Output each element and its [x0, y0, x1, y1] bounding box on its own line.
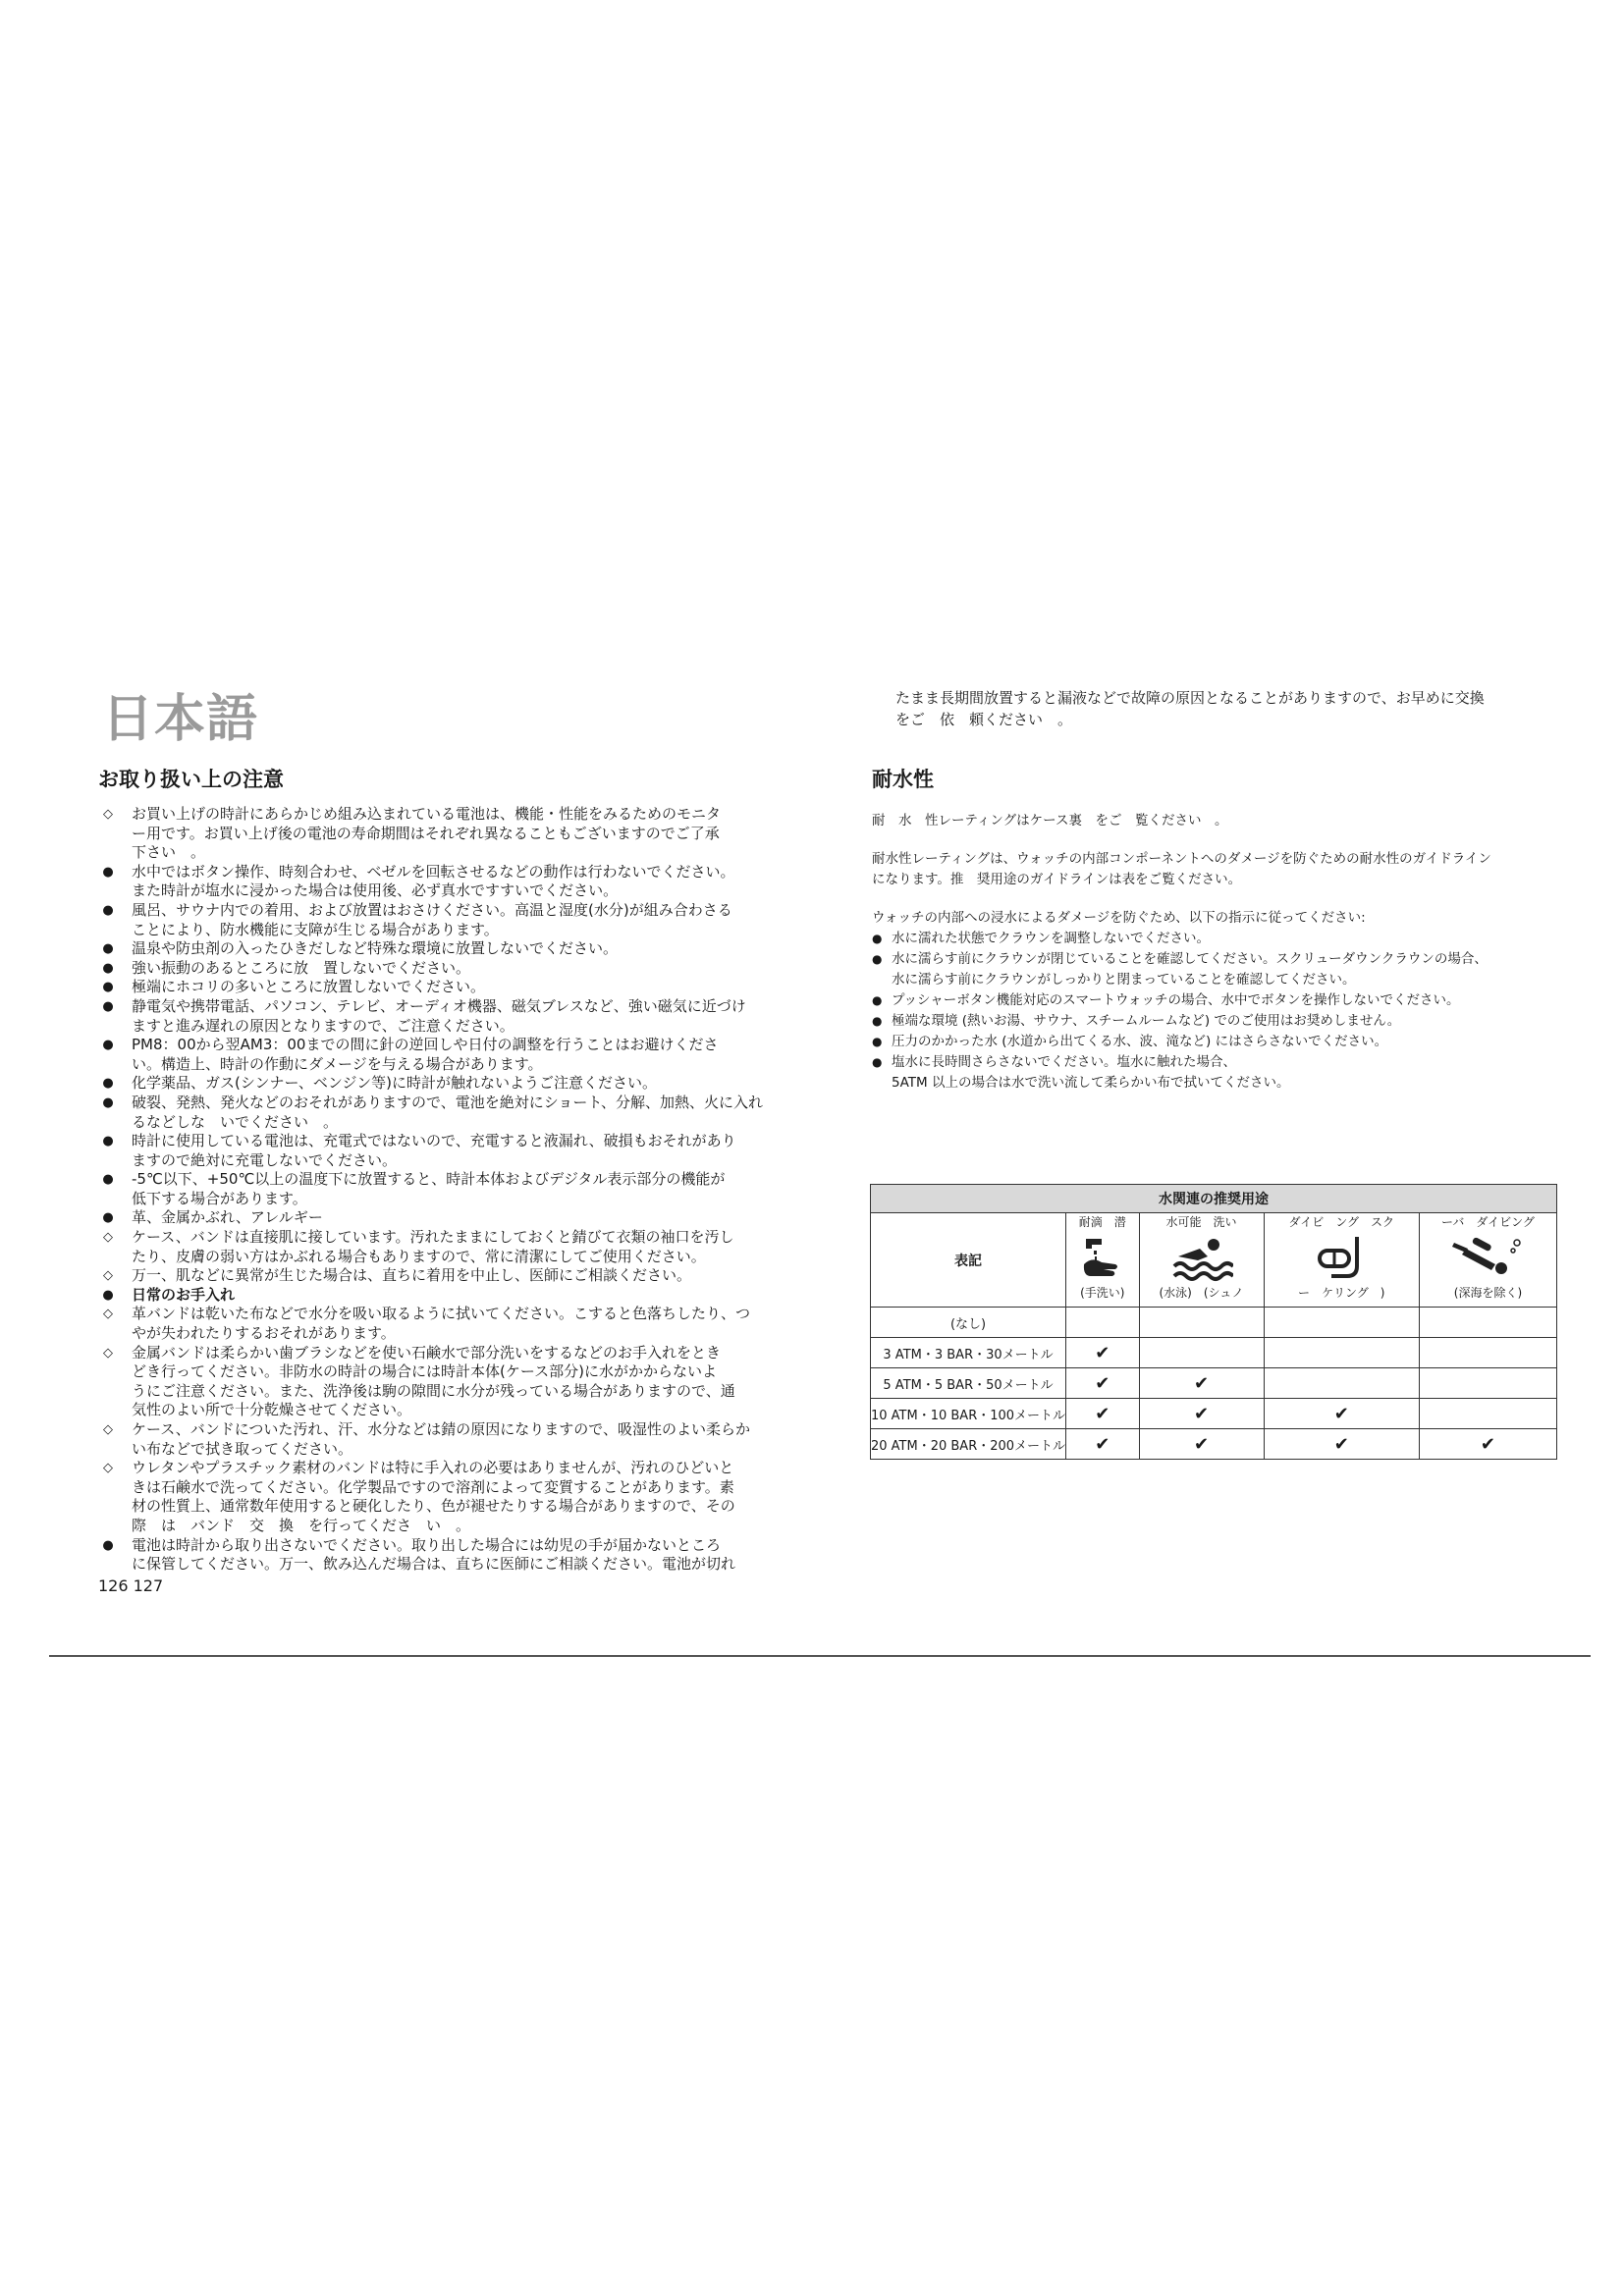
handling-precautions-heading: お取り扱い上の注意: [98, 768, 284, 791]
precaution-text: [132, 1208, 864, 1228]
activity-condition: (水泳) (シュノ: [1159, 1286, 1244, 1300]
empty-cell: [1139, 1338, 1264, 1368]
precaution-item: [98, 1286, 864, 1306]
text-line: PM8：00から翌AM3：00までの間に針の逆回しや日付の調整を行うことはお避けくださ: [132, 1036, 719, 1054]
page-numbers: 126 127: [98, 1575, 164, 1595]
activity-column-header: [1066, 1213, 1139, 1308]
text-line: お買い上げの時計にあらかじめ組み込まれている電池は、機能・性能をみるためのモニタ: [132, 805, 722, 823]
check-mark-icon: ✔: [1139, 1399, 1264, 1429]
bullet-icon: ●: [102, 1287, 114, 1303]
precaution-text: [132, 978, 864, 997]
text-line: 極端な環境 (熱いお湯、サウナ、スチームルームなど) でのご使用はお奨めしません。: [892, 1013, 1401, 1029]
text-line: 万一、肌などに異常が生じた場合は、直ちに着用を中止し、医師にご相談ください。: [132, 1266, 692, 1285]
text-line: 電池は時計から取り出さないでください。取り出した場合には幼児の手が届かないところ: [132, 1535, 722, 1554]
empty-cell: [1264, 1308, 1419, 1338]
water-use-table-title: 水関連の推奨用途: [871, 1185, 1557, 1213]
instruction-item: [872, 1052, 1583, 1073]
precaution-item: [98, 1536, 864, 1575]
bullet-icon: ●: [102, 902, 114, 918]
precaution-text: [132, 805, 864, 863]
empty-cell: [1066, 1308, 1139, 1338]
precaution-item: [98, 1344, 864, 1420]
empty-cell: [1264, 1368, 1419, 1399]
text-line: るなどしな いでください 。: [132, 1112, 339, 1131]
text-line: 強い振動のあるところに放 置しないでください。: [132, 958, 471, 977]
text-line: 水に濡らす前にクラウンが閉じていることを確認してください。スクリューダウンクラウンの場合、: [892, 951, 1488, 967]
text-line: たり、皮膚の弱い方はかぶれる場合もありますので、常に清潔にしてご使用ください。: [132, 1247, 706, 1265]
text-line: 金属バンドは柔らかい歯ブラシなどを使い石鹸水で部分洗いをするなどのお手入れをとき: [132, 1343, 722, 1362]
precaution-item: [98, 1420, 864, 1459]
bullet-icon: ●: [872, 1055, 883, 1069]
text-line: ますので絶対に充電しないでください。: [132, 1150, 398, 1169]
bullet-icon: ●: [102, 1537, 114, 1553]
activity-label: 耐滴 潜: [1078, 1215, 1126, 1229]
precaution-item: [98, 978, 864, 997]
text-line: ますと進み遅れの原因となりますので、ご注意ください。: [132, 1016, 514, 1035]
page-divider: [49, 1655, 1591, 1657]
bullet-icon: ●: [102, 1076, 114, 1092]
precaution-item: [98, 939, 864, 959]
text-line: 塩水に長時間さらさないでください。塩水に触れた場合、: [892, 1054, 1236, 1070]
text-line: 革、金属かぶれ、アレルギー: [132, 1208, 323, 1227]
activity-condition: ー ケリング ): [1298, 1286, 1385, 1300]
text-line: 革バンドは乾いた布などで水分を吸い取るように拭いてください。こすると色落ちしたり、つ: [132, 1305, 751, 1323]
precaution-text: [132, 901, 864, 939]
text-line: 材の性質上、通常数年使用すると硬化したり、色が褪せたりする場合がありますので、その: [132, 1497, 735, 1516]
handling-precautions-section: [98, 764, 864, 1595]
text-line: 低下する場合があります。: [132, 1189, 307, 1207]
table-row: [871, 1429, 1557, 1460]
precautions-list: [98, 805, 864, 1575]
rating-label: 3 ATM・3 BAR・30メートル: [871, 1338, 1066, 1368]
empty-cell: [1419, 1399, 1556, 1429]
text-line: 化学薬品、ガス(シンナー、ベンジン等)に時計が触れないようご注意ください。: [132, 1074, 657, 1093]
precaution-text: [132, 1420, 864, 1459]
check-mark-icon: ✔: [1066, 1338, 1139, 1368]
bullet-icon: ●: [102, 1210, 114, 1226]
bullet-icon: ●: [102, 1134, 114, 1149]
precaution-text: [132, 1132, 864, 1170]
empty-cell: [1419, 1308, 1556, 1338]
check-mark-icon: ✔: [1066, 1399, 1139, 1429]
text-line: うにご注意ください。また、洗浄後は駒の隙間に水分が残っている場合がありますので、通: [132, 1381, 735, 1400]
rating-label: 20 ATM・20 BAR・200メートル: [871, 1429, 1066, 1460]
bullet-icon: ●: [872, 993, 883, 1007]
language-title: 日本語: [102, 690, 259, 749]
text-line: ー用です。お買い上げ後の電池の寿命期間はそれぞれ異なることもございますのでご了承: [132, 824, 720, 842]
bullet-icon: ●: [102, 941, 114, 957]
check-mark-icon: ✔: [1139, 1429, 1264, 1460]
text-line: 静電気や携帯電話、パソコン、テレビ、オーディオ機器、磁気ブレスなど、強い磁気に近づけ: [132, 996, 746, 1015]
precaution-text: [132, 997, 864, 1036]
bullet-icon: ●: [102, 1172, 114, 1188]
text-line: になります。推 奨用途のガイドラインは表をご覧ください。: [872, 872, 1242, 887]
text-line: 極端にホコリの多いところに放置しないでください。: [132, 978, 486, 996]
bullet-icon: ●: [872, 1014, 883, 1028]
text-line: 時計に使用している電池は、充電式ではないので、充電すると液漏れ、破損もおそれがあり: [132, 1132, 736, 1150]
precaution-item: [98, 1170, 864, 1208]
check-mark-icon: ✔: [1066, 1368, 1139, 1399]
rating-label: 5 ATM・5 BAR・50メートル: [871, 1368, 1066, 1399]
precaution-item: [98, 1208, 864, 1228]
text-line: ことにより、防水機能に支障が生じる場合があります。: [132, 920, 499, 938]
precaution-text: [132, 959, 864, 979]
text-line: い。構造上、時計の作動にダメージを与える場合があります。: [132, 1054, 543, 1073]
rating-note: 耐 水 性レーティングはケース裏 をご 覧ください 。: [872, 813, 1228, 828]
check-mark-icon: ✔: [1419, 1429, 1556, 1460]
precaution-text: [132, 1228, 864, 1266]
activity-column-header: [1139, 1213, 1264, 1308]
text-line: 温泉や防虫剤の入ったひきだしなど特殊な環境に放置しないでください。: [132, 939, 619, 958]
text-line: 水に濡らす前にクラウンがしっかりと閉まっていることを確認してください。: [892, 972, 1356, 988]
diamond-bullet-icon: ◇: [103, 1422, 113, 1437]
salt-water-continuation: 5ATM 以上の場合は水で洗い流して柔らかい布で拭いてください。: [892, 1075, 1290, 1091]
table-row: [871, 1308, 1557, 1338]
precaution-item: [98, 863, 864, 901]
text-line: に保管してください。万一、飲み込んだ場合は、直ちに医師にご相談ください。電池が切れ: [132, 1555, 736, 1574]
text-line: い布などで拭き取ってください。: [132, 1439, 353, 1458]
bullet-icon: ●: [872, 952, 883, 966]
water-instructions-list: [872, 929, 1583, 1073]
precaution-item: [98, 1266, 864, 1286]
text-line: 水に濡れた状態でクラウンを調整しないでください。: [892, 931, 1210, 946]
check-mark-icon: ✔: [1139, 1368, 1264, 1399]
check-mark-icon: ✔: [1066, 1429, 1139, 1460]
text-line: やが失われたりするおそれがあります。: [132, 1324, 396, 1343]
scuba-diver-icon: [1420, 1233, 1556, 1282]
activity-condition: (手洗い): [1080, 1286, 1125, 1300]
precaution-text: [132, 1536, 864, 1575]
water-use-table: [870, 1184, 1557, 1460]
precaution-item: [98, 1305, 864, 1343]
hand-wash-icon: [1066, 1233, 1138, 1282]
water-resistance-section: [872, 687, 1583, 1094]
text-line: 水中ではボタン操作、時刻合わせ、ベゼルを回転させるなどの動作は行わないでください。: [132, 862, 735, 881]
precaution-text: [132, 863, 864, 901]
text-line: 圧力のかかった水 (水道から出てくる水、波、滝など) にはさらさないでください。: [892, 1034, 1388, 1049]
precaution-item: [98, 959, 864, 979]
text-line: 気性のよい所で十分乾燥させてください。: [132, 1401, 412, 1419]
precaution-item: [98, 901, 864, 939]
text-line: どき行ってください。非防水の時計の場合には時計本体(ケース部分)に水がかからないよ: [132, 1362, 717, 1381]
check-mark-icon: ✔: [1264, 1399, 1419, 1429]
instruction-item: [872, 1032, 1583, 1052]
activity-column-header: [1419, 1213, 1556, 1308]
snorkel-icon: [1265, 1233, 1419, 1282]
diamond-bullet-icon: ◇: [103, 1307, 113, 1322]
diamond-bullet-icon: ◇: [103, 1345, 113, 1361]
text-line: 下さい 。: [132, 843, 206, 862]
activity-label: ーバ ダイビング: [1441, 1215, 1535, 1229]
swimming-icon: [1140, 1233, 1264, 1282]
activity-condition: (深海を除く): [1453, 1286, 1523, 1300]
precaution-text: [132, 1344, 864, 1420]
text-line: プッシャーボタン機能対応のスマートウォッチの場合、水中でボタンを操作しないでください。: [892, 992, 1460, 1008]
check-mark-icon: ✔: [1264, 1429, 1419, 1460]
precaution-item: [98, 997, 864, 1036]
precaution-text: [132, 1170, 864, 1208]
precaution-text: [132, 1459, 864, 1535]
instruction-item: [872, 990, 1583, 1011]
rating-label: 10 ATM・10 BAR・100メートル: [871, 1399, 1066, 1429]
precaution-item: [98, 1228, 864, 1266]
precaution-text: [132, 1286, 864, 1306]
text-line: たまま長期間放置すると漏液などで故障の原因となることがありますので、お早めに交換: [895, 689, 1485, 707]
precaution-item: [98, 805, 864, 863]
text-line: をご 依 頼ください 。: [895, 711, 1073, 728]
activity-label: 水可能 洗い: [1165, 1215, 1237, 1229]
rating-guideline-text: [872, 849, 1583, 890]
text-line: きは石鹸水で洗ってください。化学製品ですので溶剤によって変質することがあります。素: [132, 1477, 734, 1496]
table-row: [871, 1399, 1557, 1429]
empty-cell: [1264, 1338, 1419, 1368]
bullet-icon: ●: [102, 1095, 114, 1110]
diamond-bullet-icon: ◇: [103, 1230, 113, 1246]
precaution-item: [98, 1132, 864, 1170]
text-line: ケース、バンドについた汚れ、汗、水分などは錆の原因になりますので、吸湿性のよい柔らか: [132, 1420, 751, 1438]
table-row: [871, 1338, 1557, 1368]
text-line: -5℃以下、+50℃以上の温度下に放置すると、時計本体およびデジタル表示部分の機能が: [132, 1170, 726, 1189]
battery-continuation-text: [895, 687, 1583, 730]
activity-label: ダイビ ング スク: [1288, 1215, 1395, 1229]
bullet-icon: ●: [102, 864, 114, 880]
text-line: ウレタンやプラスチック素材のバンドは特に手入れの必要はありませんが、汚れのひどいと: [132, 1459, 734, 1477]
precaution-text: [132, 1094, 864, 1132]
text-line: ケース、バンドは直接肌に接しています。汚れたままにしておくと錆びて衣類の袖口を汚し: [132, 1228, 734, 1247]
rating-label: (なし): [871, 1308, 1066, 1338]
empty-cell: [1139, 1308, 1264, 1338]
precaution-item: [98, 1094, 864, 1132]
precaution-text: [132, 1074, 864, 1094]
empty-cell: [1419, 1368, 1556, 1399]
instruction-item: [872, 949, 1583, 990]
empty-cell: [1419, 1338, 1556, 1368]
instruction-item: [872, 1011, 1583, 1032]
precaution-text: [132, 1266, 864, 1286]
precaution-text: [132, 1036, 864, 1074]
label-header: 表記: [871, 1213, 1066, 1308]
instructions-intro: ウォッチの内部への浸水によるダメージを防ぐため、以下の指示に従ってください:: [872, 910, 1366, 926]
activity-column-header: [1264, 1213, 1419, 1308]
precaution-item: [98, 1459, 864, 1535]
text-line: また時計が塩水に浸かった場合は使用後、必ず真水ですすいでください。: [132, 881, 619, 900]
bullet-icon: ●: [872, 932, 883, 945]
text-line: 風呂、サウナ内での着用、および放置はおさけください。高温と湿度(水分)が組み合わさる: [132, 900, 732, 919]
text-line: 際 は バンド 交 換 を行ってくださ い 。: [132, 1516, 471, 1534]
precaution-item: [98, 1036, 864, 1074]
text-line: 日常のお手入れ: [132, 1285, 236, 1304]
precaution-text: [132, 1305, 864, 1343]
precaution-item: [98, 1074, 864, 1094]
diamond-bullet-icon: ◇: [103, 1461, 113, 1476]
water-resistance-heading: 耐水性: [872, 768, 934, 791]
text-line: 耐水性レーティングは、ウォッチの内部コンポーネントへのダメージを防ぐための耐水性のガイドライン: [872, 851, 1491, 867]
bullet-icon: ●: [102, 960, 114, 976]
bullet-icon: ●: [102, 998, 114, 1014]
diamond-bullet-icon: ◇: [103, 1268, 113, 1284]
table-row: [871, 1368, 1557, 1399]
precaution-text: [132, 939, 864, 959]
diamond-bullet-icon: ◇: [103, 807, 113, 822]
bullet-icon: ●: [102, 1038, 114, 1053]
text-line: 破裂、発熱、発火などのおそれがありますので、電池を絶対にショート、分解、加熱、火に入れ: [132, 1093, 764, 1111]
bullet-icon: ●: [102, 980, 114, 995]
bullet-icon: ●: [872, 1035, 883, 1048]
instruction-item: [872, 929, 1583, 949]
